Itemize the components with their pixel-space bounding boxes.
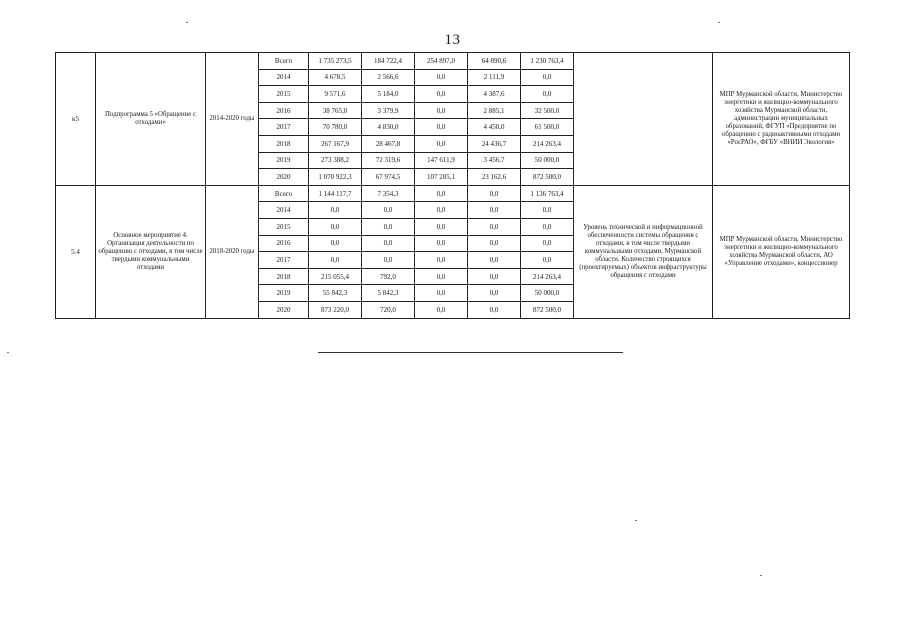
year-cell: 2016 — [259, 235, 309, 252]
year-cell: Всего — [259, 53, 309, 70]
amount-cell: 0,0 — [468, 252, 521, 269]
amount-cell: 0,0 — [468, 218, 521, 235]
amount-cell: 4 387,6 — [468, 86, 521, 103]
amount-cell: 0,0 — [309, 252, 362, 269]
amount-cell: 792,0 — [362, 268, 415, 285]
amount-cell: 0,0 — [415, 135, 468, 152]
year-cell: 2019 — [259, 285, 309, 302]
section-title: Основное мероприятие 4. Организация деятельности по обращению с отходами, в том числе твердыми коммунальными отходами — [96, 185, 206, 318]
amount-cell: 50 000,0 — [521, 285, 574, 302]
amount-cell: 0,0 — [415, 69, 468, 86]
amount-cell: 0,0 — [415, 285, 468, 302]
amount-cell: 0,0 — [415, 252, 468, 269]
amount-cell: 7 354,3 — [362, 185, 415, 202]
amount-cell: 0,0 — [362, 235, 415, 252]
footer-rule — [318, 352, 623, 353]
scan-speck — [718, 22, 720, 23]
amount-cell: 2 566,6 — [362, 69, 415, 86]
amount-cell: 23 162,6 — [468, 169, 521, 186]
amount-cell: 0,0 — [468, 185, 521, 202]
amount-cell: 50 000,0 — [521, 152, 574, 169]
amount-cell: 0,0 — [309, 235, 362, 252]
section-number: к5 — [56, 53, 96, 186]
amount-cell: 0,0 — [468, 202, 521, 219]
amount-cell: 64 890,6 — [468, 53, 521, 70]
year-cell: 2016 — [259, 102, 309, 119]
section-period: 2018-2020 годы — [206, 185, 259, 318]
amount-cell: 0,0 — [521, 69, 574, 86]
amount-cell: 0,0 — [362, 218, 415, 235]
amount-cell: 215 055,4 — [309, 268, 362, 285]
scan-speck — [760, 575, 762, 576]
amount-cell: 3 379,9 — [362, 102, 415, 119]
amount-cell: 38 765,0 — [309, 102, 362, 119]
amount-cell: 72 319,6 — [362, 152, 415, 169]
amount-cell: 61 500,0 — [521, 119, 574, 136]
year-cell: 2017 — [259, 119, 309, 136]
amount-cell: 9 571,6 — [309, 86, 362, 103]
year-cell: 2014 — [259, 202, 309, 219]
amount-cell: 0,0 — [521, 86, 574, 103]
amount-cell: 0,0 — [468, 235, 521, 252]
amount-cell: 4 678,5 — [309, 69, 362, 86]
amount-cell: 4 830,0 — [362, 119, 415, 136]
amount-cell: 0,0 — [468, 301, 521, 318]
amount-cell: 720,0 — [362, 301, 415, 318]
year-cell: 2015 — [259, 86, 309, 103]
year-cell: 2018 — [259, 268, 309, 285]
executors-cell: МПР Мурманской области, Министерство энергетики и жилищно-коммунального хозяйства Мурманской области, АО «Управление отходами», концессионер — [713, 185, 850, 318]
amount-cell: 147 611,9 — [415, 152, 468, 169]
amount-cell: 1 070 922,3 — [309, 169, 362, 186]
amount-cell: 70 780,0 — [309, 119, 362, 136]
section-number: 5.4 — [56, 185, 96, 318]
amount-cell: 872 500,0 — [521, 169, 574, 186]
amount-cell: 873 220,0 — [309, 301, 362, 318]
amount-cell: 1 735 273,5 — [309, 53, 362, 70]
amount-cell: 1 144 117,7 — [309, 185, 362, 202]
amount-cell: 3 456,7 — [468, 152, 521, 169]
amount-cell: 0,0 — [521, 252, 574, 269]
year-cell: 2018 — [259, 135, 309, 152]
amount-cell: 184 722,4 — [362, 53, 415, 70]
amount-cell: 0,0 — [415, 185, 468, 202]
indicator-cell: Уровень технической и информационной обеспеченности системы обращения с отходами, в том числе твердыми коммунальными отходами, Мурманской области. Количество строящихся (проектируемых) объектов инфраструктуры обращения с отходами — [574, 185, 713, 318]
amount-cell: 267 167,9 — [309, 135, 362, 152]
year-cell: 2015 — [259, 218, 309, 235]
scan-speck — [7, 352, 9, 353]
section-period: 2014-2020 годы — [206, 53, 259, 186]
amount-cell: 1 136 763,4 — [521, 185, 574, 202]
year-cell: 2019 — [259, 152, 309, 169]
year-cell: 2020 — [259, 169, 309, 186]
amount-cell: 4 450,0 — [468, 119, 521, 136]
amount-cell: 1 230 763,4 — [521, 53, 574, 70]
amount-cell: 5 184,0 — [362, 86, 415, 103]
amount-cell: 0,0 — [415, 301, 468, 318]
amount-cell: 254 897,0 — [415, 53, 468, 70]
amount-cell: 0,0 — [309, 202, 362, 219]
amount-cell: 5 842,3 — [362, 285, 415, 302]
year-cell: 2020 — [259, 301, 309, 318]
amount-cell: 0,0 — [362, 252, 415, 269]
amount-cell: 2 111,9 — [468, 69, 521, 86]
amount-cell: 0,0 — [415, 119, 468, 136]
amount-cell: 0,0 — [415, 202, 468, 219]
year-cell: 2017 — [259, 252, 309, 269]
amount-cell: 214 263,4 — [521, 268, 574, 285]
amount-cell: 0,0 — [415, 235, 468, 252]
amount-cell: 67 974,5 — [362, 169, 415, 186]
amount-cell: 55 842,3 — [309, 285, 362, 302]
year-cell: 2014 — [259, 69, 309, 86]
amount-cell: 0,0 — [415, 218, 468, 235]
table-row — [56, 53, 850, 70]
amount-cell: 0,0 — [362, 202, 415, 219]
table-row — [56, 185, 850, 202]
amount-cell: 2 885,1 — [468, 102, 521, 119]
amount-cell: 0,0 — [415, 102, 468, 119]
amount-cell: 32 500,0 — [521, 102, 574, 119]
amount-cell: 0,0 — [468, 285, 521, 302]
amount-cell: 0,0 — [521, 202, 574, 219]
amount-cell: 0,0 — [521, 218, 574, 235]
scan-speck — [186, 22, 188, 23]
amount-cell: 24 436,7 — [468, 135, 521, 152]
scan-speck — [635, 520, 637, 521]
amount-cell: 0,0 — [468, 268, 521, 285]
amount-cell: 0,0 — [521, 235, 574, 252]
amount-cell: 214 263,4 — [521, 135, 574, 152]
amount-cell: 0,0 — [309, 218, 362, 235]
amount-cell: 28 467,8 — [362, 135, 415, 152]
amount-cell: 273 388,2 — [309, 152, 362, 169]
financing-table — [55, 52, 850, 319]
year-cell: Всего — [259, 185, 309, 202]
page-number: 13 — [444, 32, 461, 48]
executors-cell: МПР Мурманской области, Министерство энергетики и жилищно-коммунального хозяйства Мурманской области, администрации муниципальных образований, ФГУП «Предприятие по обращению с радиоактивными отходами «РосРАО», ФГБУ «ВНИИ Экология» — [713, 53, 850, 186]
amount-cell: 0,0 — [415, 86, 468, 103]
section-title: Подпрограмма 5 «Обращение с отходами» — [96, 53, 206, 186]
amount-cell: 0,0 — [415, 268, 468, 285]
amount-cell: 872 500,0 — [521, 301, 574, 318]
indicator-cell — [574, 53, 713, 186]
amount-cell: 107 285,1 — [415, 169, 468, 186]
